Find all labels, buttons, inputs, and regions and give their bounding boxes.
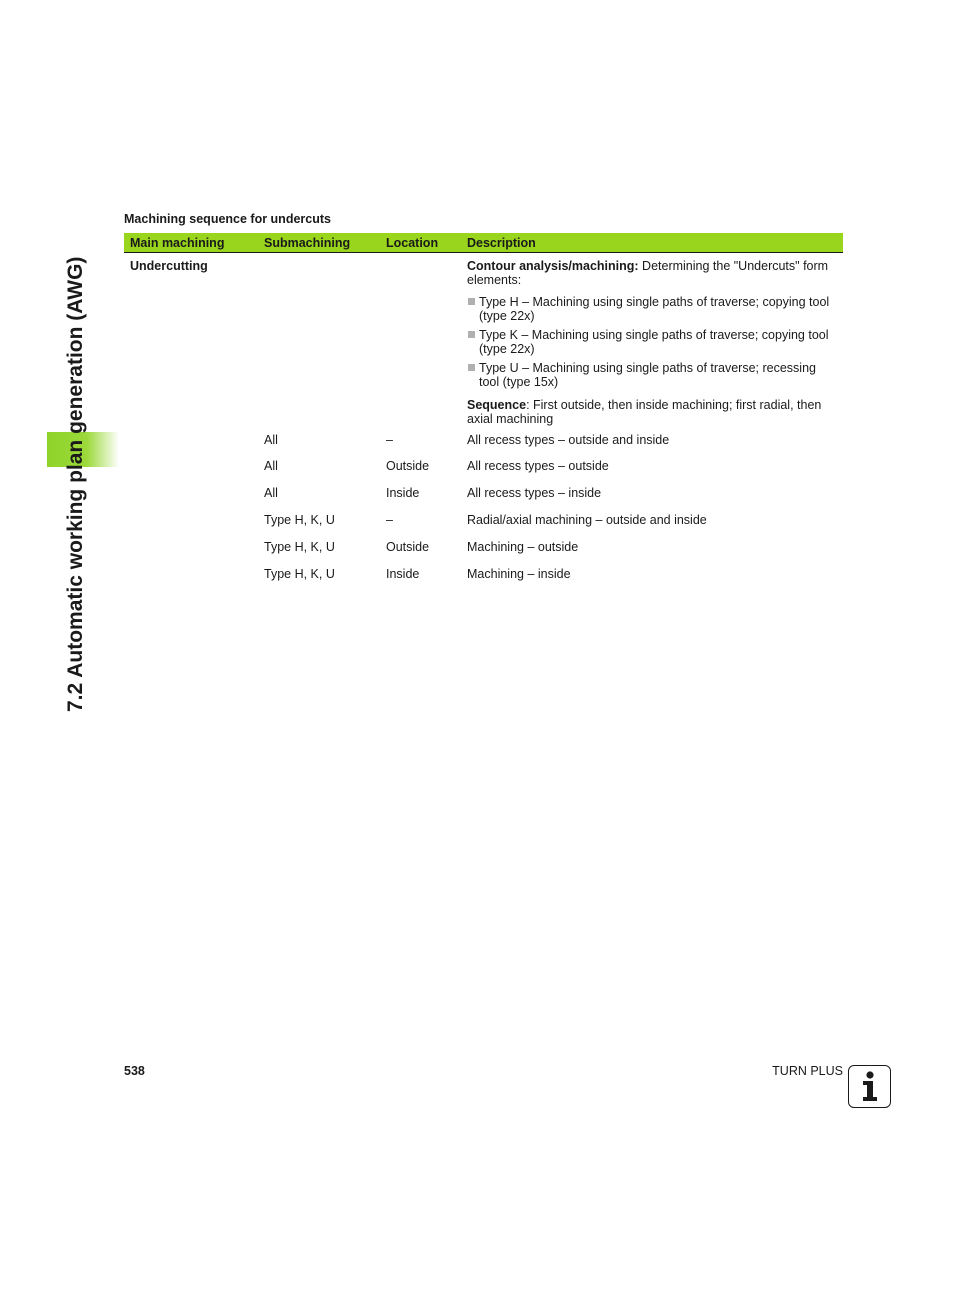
table-caption: Machining sequence for undercuts — [124, 212, 331, 226]
empty-cell — [124, 561, 258, 588]
footer-label: TURN PLUS — [772, 1064, 843, 1078]
list-item-text: Type U – Machining using single paths of traverse; recessing tool (type 15x) — [479, 361, 816, 389]
description-cell: All recess types – outside — [467, 459, 609, 473]
description-cell: Radial/axial machining – outside and inside — [467, 513, 707, 527]
empty-cell — [380, 253, 461, 427]
submachining-cell: Type H, K, U — [264, 567, 335, 581]
sequence-text: : First outside, then inside machining; first radial, then axial machining — [467, 398, 822, 426]
location-cell: Outside — [386, 459, 430, 473]
empty-cell — [124, 507, 258, 534]
square-bullet-icon — [468, 298, 475, 305]
empty-cell — [124, 426, 258, 453]
header-description: Description — [461, 233, 843, 253]
empty-cell — [258, 253, 380, 427]
intro-paragraph — [467, 259, 837, 287]
list-item — [467, 295, 837, 323]
location-cell: – — [386, 513, 393, 527]
submachining-cell: All — [264, 486, 278, 500]
sequence-paragraph — [467, 398, 837, 426]
table-row — [124, 507, 843, 534]
description-cell: Machining – outside — [467, 540, 579, 554]
intro-bold: Contour analysis/machining: — [467, 259, 639, 273]
machining-sequence-table — [124, 233, 843, 588]
description-cell — [461, 253, 843, 427]
chapter-title: 7.2 Automatic working plan generation (AWG) — [64, 256, 87, 712]
table-row-undercutting — [124, 253, 843, 427]
table-row — [124, 453, 843, 480]
submachining-cell: All — [264, 433, 278, 447]
sequence-bold: Sequence — [467, 398, 527, 412]
square-bullet-icon — [468, 364, 475, 371]
location-cell: Outside — [386, 540, 430, 554]
info-icon — [848, 1065, 891, 1108]
header-location: Location — [380, 233, 461, 253]
table-row — [124, 561, 843, 588]
list-item — [467, 361, 837, 389]
location-cell: Inside — [386, 567, 420, 581]
header-main-machining: Main machining — [124, 233, 258, 253]
table-row — [124, 480, 843, 507]
table-header-row — [124, 233, 843, 253]
empty-cell — [124, 480, 258, 507]
list-item-text: Type K – Machining using single paths of traverse; copying tool (type 22x) — [479, 328, 829, 356]
submachining-cell: Type H, K, U — [264, 540, 335, 554]
type-list — [467, 295, 837, 389]
description-cell: All recess types – inside — [467, 486, 602, 500]
empty-cell — [124, 534, 258, 561]
info-glyph-icon — [849, 1066, 889, 1106]
list-item-text: Type H – Machining using single paths of traverse; copying tool (type 22x) — [479, 295, 830, 323]
table-row — [124, 426, 843, 453]
table-row — [124, 534, 843, 561]
description-cell: All recess types – outside and inside — [467, 433, 670, 447]
main-machining-cell: Undercutting — [130, 259, 208, 273]
page-number: 538 — [124, 1064, 145, 1078]
location-cell: Inside — [386, 486, 420, 500]
square-bullet-icon — [468, 331, 475, 338]
header-submachining: Submachining — [258, 233, 380, 253]
location-cell: – — [386, 433, 393, 447]
intro-text: Determining the "Undercuts" form elements: — [467, 259, 829, 287]
empty-cell — [124, 453, 258, 480]
list-item — [467, 328, 837, 356]
description-cell: Machining – inside — [467, 567, 571, 581]
submachining-cell: All — [264, 459, 278, 473]
submachining-cell: Type H, K, U — [264, 513, 335, 527]
